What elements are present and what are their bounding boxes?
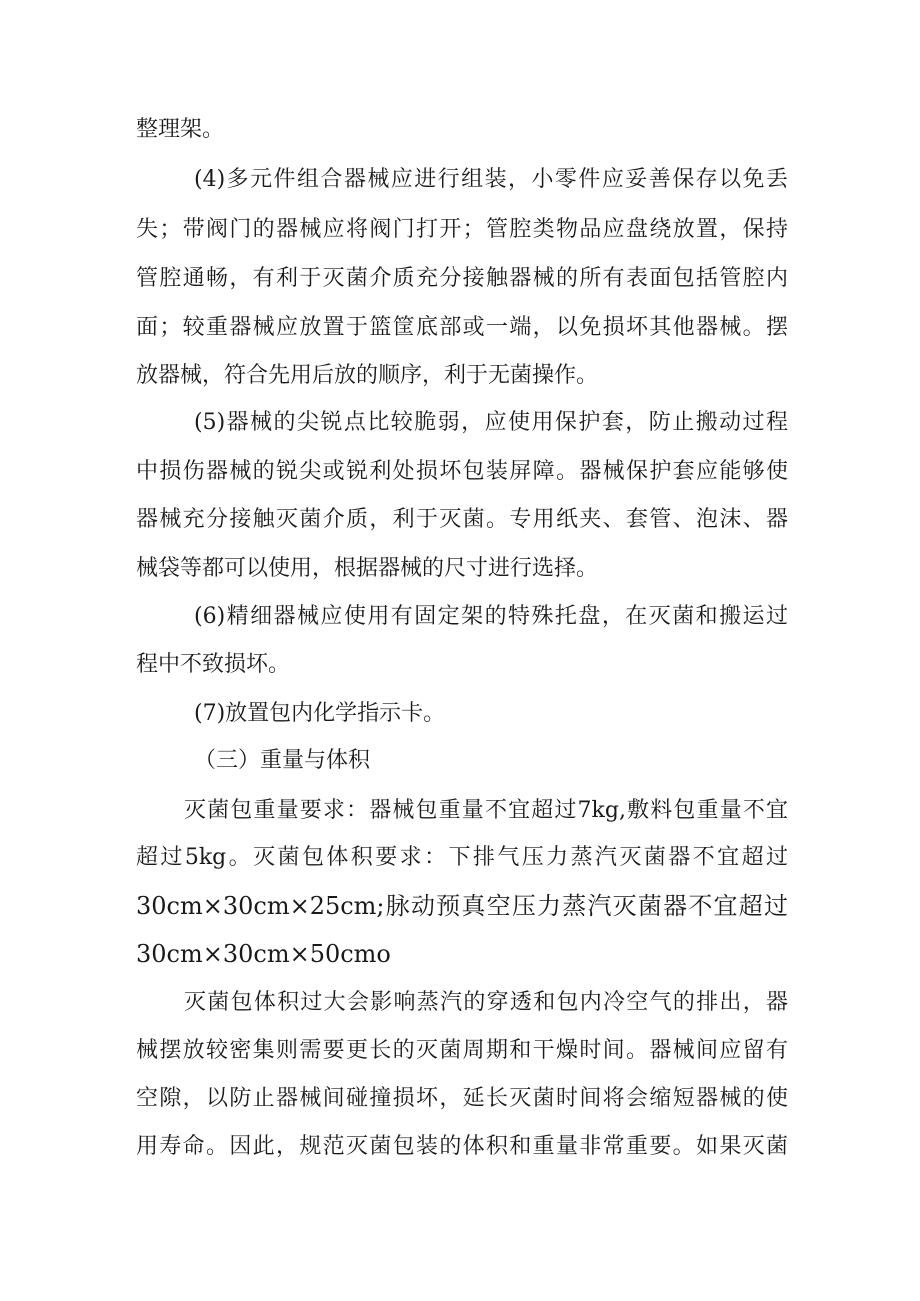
text-line: (6)精细器械应使用有固定架的特殊托盘，在灭菌和搬运过: [194, 604, 788, 629]
text-line: 空隙，以防止器械间碰撞损坏，延长灭菌时间将会缩短器械的使: [136, 1086, 788, 1111]
text-line: (4)多元件组合器械应进行组装，小零件应妥善保存以免丢: [194, 167, 788, 192]
text-line: (7)放置包内化学指示卡。: [194, 701, 446, 726]
text-line: 放器械，符合先用后放的顺序，利于无菌操作。: [136, 363, 599, 388]
text-line: 程中不致损坏。: [136, 652, 291, 677]
text-line: 灭菌包体积过大会影响蒸汽的穿透和包内冷空气的排出，器: [184, 990, 788, 1015]
text-line: 管腔通畅，有利于灭菌介质充分接触器械的所有表面包括管腔内: [136, 266, 788, 291]
text-line: 械袋等都可以使用，根据器械的尺寸进行选择。: [136, 556, 599, 581]
text-line: 面；较重器械应放置于篮筐底部或一端，以免损坏其他器械。摆: [136, 315, 788, 340]
text-line: 械摆放较密集则需要更长的灭菌周期和干燥时间。器械间应留有: [136, 1038, 788, 1063]
text-line: 整理架。: [136, 117, 225, 142]
text-line: 中损伤器械的锐尖或锐利处损坏包装屏障。器械保护套应能够使: [136, 459, 788, 484]
text-line: 器械充分接触灭菌介质，利于灭菌。专用纸夹、套管、泡沫、器: [136, 507, 788, 532]
section-heading: （三）重量与体积: [194, 748, 371, 773]
text-line: 30cm×30cm×25cm;脉动预真空压力蒸汽灭菌器不宜超过: [136, 892, 788, 920]
text-line: 用寿命。因此，规范灭菌包装的体积和重量非常重要。如果灭菌: [136, 1134, 788, 1159]
text-line: 30cm×30cm×50cmo: [136, 940, 391, 968]
text-line: (5)器械的尖锐点比较脆弱，应使用保护套，防止搬动过程: [194, 410, 788, 435]
text-line: 超过5kg。灭菌包体积要求：下排气压力蒸汽灭菌器不宜超过: [136, 845, 788, 870]
text-line: 灭菌包重量要求：器械包重量不宜超过7kg,敷料包重量不宜: [184, 798, 788, 823]
text-line: 失；带阀门的器械应将阀门打开；管腔类物品应盘绕放置，保持: [136, 217, 788, 242]
